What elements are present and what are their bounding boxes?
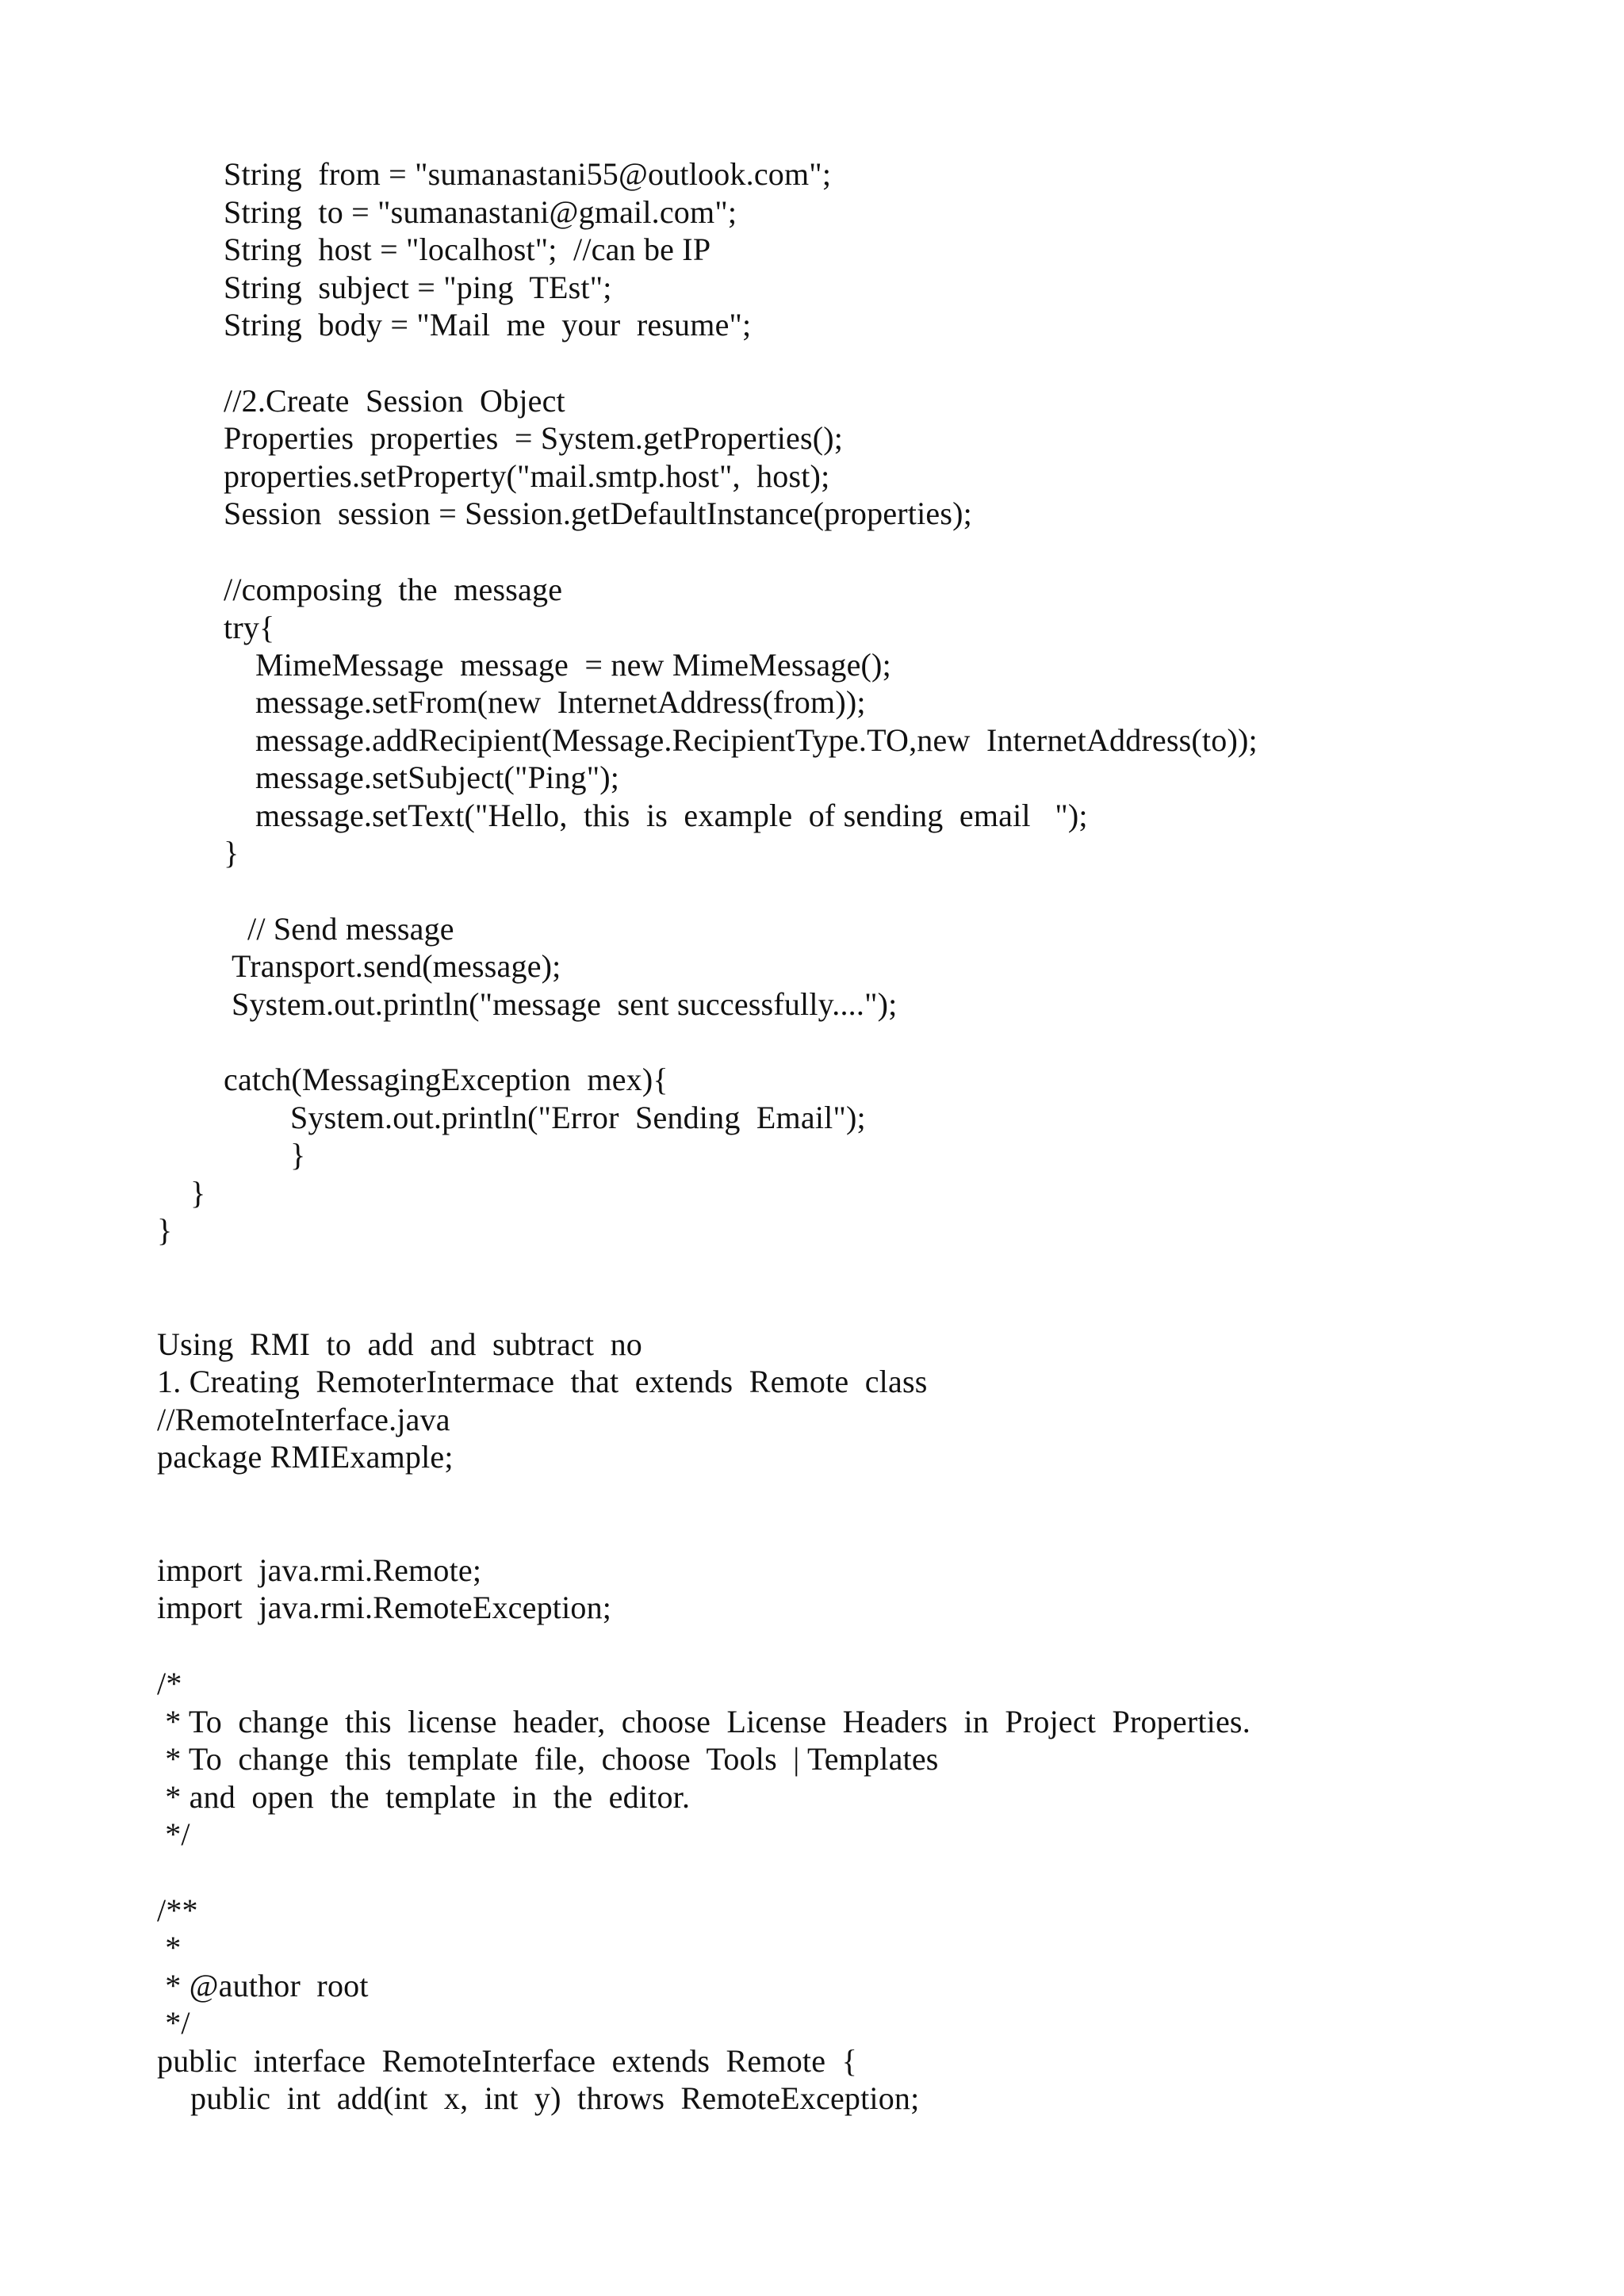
- code-line-set-from: message.setFrom(new InternetAddress(from));: [255, 684, 866, 720]
- code-line-println-sent: System.out.println("message sent successfully....");: [232, 986, 898, 1022]
- code-line-method-close: }: [190, 1175, 206, 1211]
- code-line-import-remote-exception: import java.rmi.RemoteException;: [157, 1590, 612, 1625]
- code-javadoc-open: /**: [157, 1892, 198, 1928]
- code-line-mime-message: MimeMessage message = new MimeMessage();: [255, 647, 891, 683]
- code-line-set-property: properties.setProperty("mail.smtp.host", host);: [224, 458, 830, 494]
- step-creating-interface: 1. Creating RemoterIntermace that extends Remote class: [157, 1364, 928, 1399]
- code-line-set-text: message.setText("Hello, this is example of sending email ");: [255, 798, 1088, 833]
- code-line-string-from: String from = "sumanastani55@outlook.com";: [224, 156, 832, 192]
- code-line-import-remote: import java.rmi.Remote;: [157, 1552, 482, 1588]
- code-comment-template: * To change this template file, choose Tools | Templates: [157, 1741, 939, 1777]
- code-line-add-recipient: message.addRecipient(Message.RecipientType.TO,new InternetAddress(to));: [255, 722, 1258, 758]
- code-line-class-close: }: [157, 1212, 173, 1248]
- code-line-try: try{: [224, 610, 275, 645]
- code-line-string-host: String host = "localhost"; //can be IP: [224, 232, 711, 267]
- code-line-transport-send: Transport.send(message);: [232, 948, 561, 984]
- code-line-session: Session session = Session.getDefaultInstance(properties);: [224, 496, 972, 531]
- code-javadoc-star: *: [157, 1930, 182, 1965]
- code-comment-filename: //RemoteInterface.java: [157, 1402, 450, 1437]
- code-line-try-close: }: [224, 835, 239, 871]
- code-comment-open: /*: [157, 1666, 182, 1701]
- code-javadoc-close: */: [157, 2005, 190, 2041]
- code-comment-close: */: [157, 1816, 190, 1852]
- code-line-interface-decl: public interface RemoteInterface extends Remote {: [157, 2043, 857, 2079]
- code-line-add-method: public int add(int x, int y) throws RemoteException;: [190, 2080, 920, 2116]
- code-comment-composing: //composing the message: [224, 572, 563, 607]
- code-comment-license: * To change this license header, choose License Headers in Project Properties.: [157, 1704, 1251, 1739]
- section-heading-rmi: Using RMI to add and subtract no: [157, 1326, 642, 1362]
- code-line-properties: Properties properties = System.getProperties();: [224, 420, 844, 456]
- code-comment-open-editor: * and open the template in the editor.: [157, 1779, 691, 1815]
- code-line-catch-close: }: [290, 1137, 306, 1173]
- code-javadoc-author: * @author root: [157, 1968, 369, 2003]
- code-line-catch: catch(MessagingException mex){: [224, 1062, 668, 1097]
- code-line-string-subject: String subject = "ping TEst";: [224, 270, 612, 305]
- code-line-set-subject: message.setSubject("Ping");: [255, 760, 620, 795]
- code-line-string-to: String to = "sumanastani@gmail.com";: [224, 194, 737, 230]
- code-comment-send-message: // Send message: [247, 911, 454, 947]
- code-line-println-error: System.out.println("Error Sending Email");: [290, 1100, 866, 1135]
- code-line-package: package RMIExample;: [157, 1439, 454, 1475]
- code-line-string-body: String body = "Mail me your resume";: [224, 307, 752, 342]
- code-comment-create-session: //2.Create Session Object: [224, 383, 565, 419]
